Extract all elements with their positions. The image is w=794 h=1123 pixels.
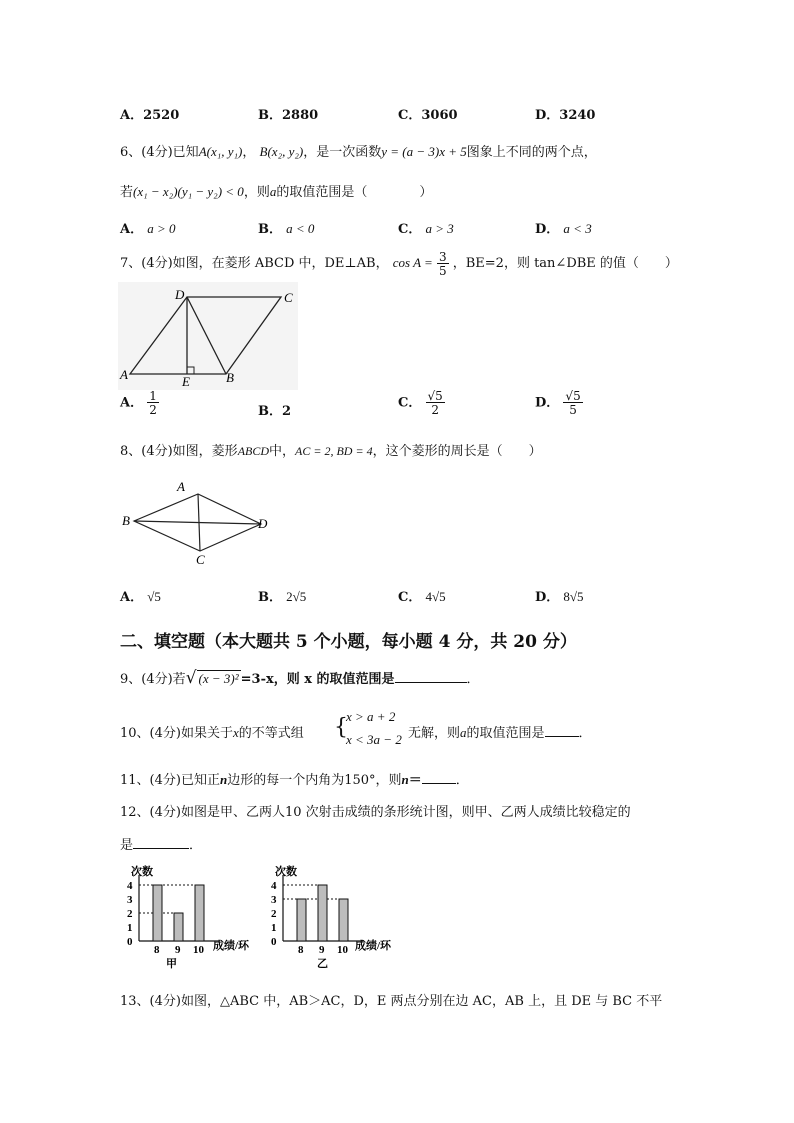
q6-option-d xyxy=(535,218,592,237)
q8-condition: AC = 2, BD = 4 xyxy=(295,444,373,458)
q12-line2-end: ． xyxy=(189,838,203,853)
chart-jia-ylabel: 次数 xyxy=(131,866,153,878)
q7-option-c xyxy=(398,390,445,416)
q8-diagonal-bd xyxy=(134,521,261,524)
q7-text1: 7、(4分)如图，在菱形 ABCD 中，DE⊥AB， xyxy=(120,256,389,271)
q6-option-a-value: a > 0 xyxy=(147,221,176,236)
q10-ineq2: x < 3a − 2 xyxy=(346,732,402,747)
q5-option-b: B．2880 xyxy=(258,108,319,123)
q10-tail xyxy=(408,722,592,741)
chart-jia-bar xyxy=(195,885,204,941)
q9-sqrt-radicand: (x − 3)² xyxy=(198,671,239,686)
q6-prefix: 6、(4分)已知 xyxy=(120,145,199,160)
q7-option-a xyxy=(120,390,159,416)
q7-label-e: E xyxy=(182,374,190,389)
q6-option-b-value: a < 0 xyxy=(286,221,315,236)
q7-fraction xyxy=(437,251,449,277)
q7-frac-den: 5 xyxy=(438,263,447,278)
q11-n: n xyxy=(219,772,228,787)
q6-text2: ，是一次函数 xyxy=(303,145,382,160)
q12-line1: 12、(4分)如图是甲、乙两人10 次射击成绩的条形统计图，则甲、乙两人成绩比较稳定的 xyxy=(120,805,631,820)
q7-option-c-label: C． xyxy=(398,395,422,411)
q12-charts xyxy=(115,860,415,975)
q7-option-c-frac xyxy=(426,390,445,416)
chart-jia-ytick: 4 xyxy=(127,880,133,892)
q6-option-a xyxy=(120,218,176,237)
q10-text1: 10、(4分)如果关于 xyxy=(120,726,233,741)
q8-label-a: A xyxy=(177,479,185,494)
q8-option-c-value: 4√5 xyxy=(425,589,446,604)
q6-sep: ， xyxy=(242,145,256,160)
q6-l2-text3: 的取值范围是（ ） xyxy=(276,185,433,200)
q10-a: a xyxy=(460,725,467,740)
q8-text1: 8、(4分)如图，菱形 xyxy=(120,444,238,459)
q7-label-d: D xyxy=(175,287,185,302)
chart-yi-ytick: 1 xyxy=(271,922,277,934)
q8-option-d-value: 8√5 xyxy=(563,589,584,604)
q7-option-d xyxy=(535,390,583,416)
chart-yi-ytick: 2 xyxy=(271,908,277,920)
chart-yi-ytick: 3 xyxy=(271,894,277,906)
q10-ineq1: x > a + 2 xyxy=(346,709,396,724)
q6-option-b-label: B． xyxy=(258,222,282,237)
q6-line2 xyxy=(120,181,432,200)
q8-option-a xyxy=(120,586,161,605)
q7-cos: cos A = xyxy=(392,255,433,270)
chart-jia xyxy=(127,864,250,970)
chart-yi-ytick: 4 xyxy=(271,880,277,892)
q11-text2: 边形的每一个内角为150°，则 xyxy=(227,773,402,788)
q6-option-c-value: a > 3 xyxy=(425,221,454,236)
q7-frac-num: 3 xyxy=(438,249,447,264)
chart-jia-bar xyxy=(174,913,183,941)
q7-stem xyxy=(120,247,678,280)
q10-x: x xyxy=(232,725,239,740)
q6-func: y = (a − 3)x + 5 xyxy=(381,144,467,159)
q11-answer-blank[interactable] xyxy=(422,771,456,784)
chart-yi-bar xyxy=(297,899,306,941)
chart-jia-xlabel: 成绩/环 xyxy=(213,940,250,952)
q6-option-c xyxy=(398,218,454,237)
q11-equals: ＝ xyxy=(408,773,422,788)
q11-n2: n xyxy=(401,772,409,787)
q12-answer-blank[interactable] xyxy=(133,836,189,849)
q7-option-d-num: √5 xyxy=(565,389,581,403)
q7-label-c: C xyxy=(284,290,293,305)
q9-sqrt-sign: √ xyxy=(185,668,197,688)
q6-l2-expr: (x₁ − x₂)(y₁ − y₂) < 0 xyxy=(133,184,244,199)
q8-option-b-value: 2√5 xyxy=(286,589,307,604)
q7-option-a-num: 1 xyxy=(149,389,157,403)
q7-option-d-den: 5 xyxy=(569,403,577,417)
q6-option-d-label: D． xyxy=(535,222,560,237)
q6-line1 xyxy=(120,141,597,160)
q10-text5: ． xyxy=(578,726,592,741)
chart-yi xyxy=(271,864,392,970)
section-heading: 二、填空题（本大题共 5 个小题，每小题 4 分，共 20 分） xyxy=(120,632,577,652)
q9-answer-blank[interactable] xyxy=(395,670,467,683)
chart-yi-xlabel: 成绩/环 xyxy=(355,940,392,952)
q8-option-d xyxy=(535,586,584,605)
q9-text1: 9、(4分)若 xyxy=(120,672,186,687)
chart-jia-ytick: 2 xyxy=(127,908,133,920)
q8-option-b-label: B． xyxy=(258,590,282,605)
q11-stem xyxy=(120,769,469,788)
q13-stem: 13、(4分)如图，△ABC 中，AB＞AC，D，E 两点分别在边 AC，AB 上，且 DE 与 BC 不平 xyxy=(120,994,663,1009)
chart-yi-xtick: 10 xyxy=(337,944,348,956)
q7-option-a-frac xyxy=(147,390,159,416)
chart-jia-ytick: 0 xyxy=(127,936,133,948)
q7-label-a: A xyxy=(120,367,128,382)
q7-label-b: B xyxy=(226,370,234,385)
q8-label-d: D xyxy=(258,516,268,531)
q6-point-a: A(x₁, y₁) xyxy=(198,144,243,159)
chart-yi-ytick: 0 xyxy=(271,936,277,948)
q7-option-d-label: D． xyxy=(535,395,560,411)
q10-text2: 的不等式组 xyxy=(238,726,304,741)
q8-option-d-label: D． xyxy=(535,590,560,605)
q6-l2-text2: ，则 xyxy=(243,185,270,200)
q6-l2-text1: 若 xyxy=(120,185,134,200)
q5-option-d: D．3240 xyxy=(535,108,596,123)
q7-text2: ，BE=2，则 tan∠DBE 的值（ ） xyxy=(452,256,678,271)
q8-text2: 中， xyxy=(269,444,296,459)
chart-jia-bar xyxy=(153,885,162,941)
q10-text3: 无解，则 xyxy=(408,726,461,741)
q10-text4: 的取值范围是 xyxy=(466,726,545,741)
q8-rhombus-figure xyxy=(118,478,278,570)
q6-text3: 图象上不同的两个点， xyxy=(466,145,597,160)
q5-option-a: A．2520 xyxy=(120,108,180,123)
q6-point-b: B(x₂, y₂) xyxy=(259,144,304,159)
q9-text2: =3-x，则 x 的取值范围是 xyxy=(240,672,395,687)
q7-option-d-frac xyxy=(563,390,582,416)
q8-abcd: ABCD xyxy=(237,444,270,458)
chart-yi-bar xyxy=(318,885,327,941)
q11-text4: ． xyxy=(455,773,469,788)
q10-stem xyxy=(120,722,304,741)
q8-option-a-label: A． xyxy=(120,590,144,605)
chart-jia-ytick: 3 xyxy=(127,894,133,906)
q9-sqrt xyxy=(186,668,241,690)
q6-option-b xyxy=(258,218,314,237)
chart-jia-title: 甲 xyxy=(166,958,177,970)
q12-line2 xyxy=(120,834,202,853)
q8-stem xyxy=(120,440,542,459)
chart-yi-xtick: 8 xyxy=(298,944,304,956)
chart-jia-ytick: 1 xyxy=(127,922,133,934)
q6-option-a-label: A． xyxy=(120,222,144,237)
chart-yi-xtick: 9 xyxy=(319,944,325,956)
q8-option-c-label: C． xyxy=(398,590,422,605)
chart-jia-xtick: 9 xyxy=(175,944,181,956)
q12-line2-text: 是 xyxy=(120,838,134,853)
chart-yi-title: 乙 xyxy=(317,958,328,970)
q11-text1: 11、(4分)已知正 xyxy=(120,773,220,788)
q7-option-b: B．2 xyxy=(258,404,292,419)
q8-text3: ，这个菱形的周长是（ ） xyxy=(372,444,542,459)
q6-option-c-label: C． xyxy=(398,222,422,237)
q7-option-a-den: 2 xyxy=(149,403,157,417)
q6-l2-var: a xyxy=(269,184,277,199)
q5-option-c: C．3060 xyxy=(398,108,458,123)
q8-label-b: B xyxy=(122,513,130,528)
chart-jia-xtick: 8 xyxy=(154,944,160,956)
chart-yi-bar xyxy=(339,899,348,941)
chart-jia-xtick: 10 xyxy=(193,944,204,956)
q9-text3: ． xyxy=(466,672,480,687)
q8-option-b xyxy=(258,586,306,605)
q10-answer-blank[interactable] xyxy=(545,724,579,737)
q7-rhombus-figure xyxy=(118,282,298,390)
q9-stem xyxy=(120,668,480,690)
q8-option-a-value: √5 xyxy=(147,589,161,604)
q10-brace: { xyxy=(334,715,348,740)
q7-option-a-label: A． xyxy=(120,395,144,411)
q8-label-c: C xyxy=(196,552,205,567)
chart-yi-ylabel: 次数 xyxy=(275,866,297,878)
q6-option-d-value: a < 3 xyxy=(563,221,592,236)
q7-option-c-den: 2 xyxy=(431,403,439,417)
q7-option-c-num: √5 xyxy=(427,389,443,403)
q8-option-c xyxy=(398,586,446,605)
